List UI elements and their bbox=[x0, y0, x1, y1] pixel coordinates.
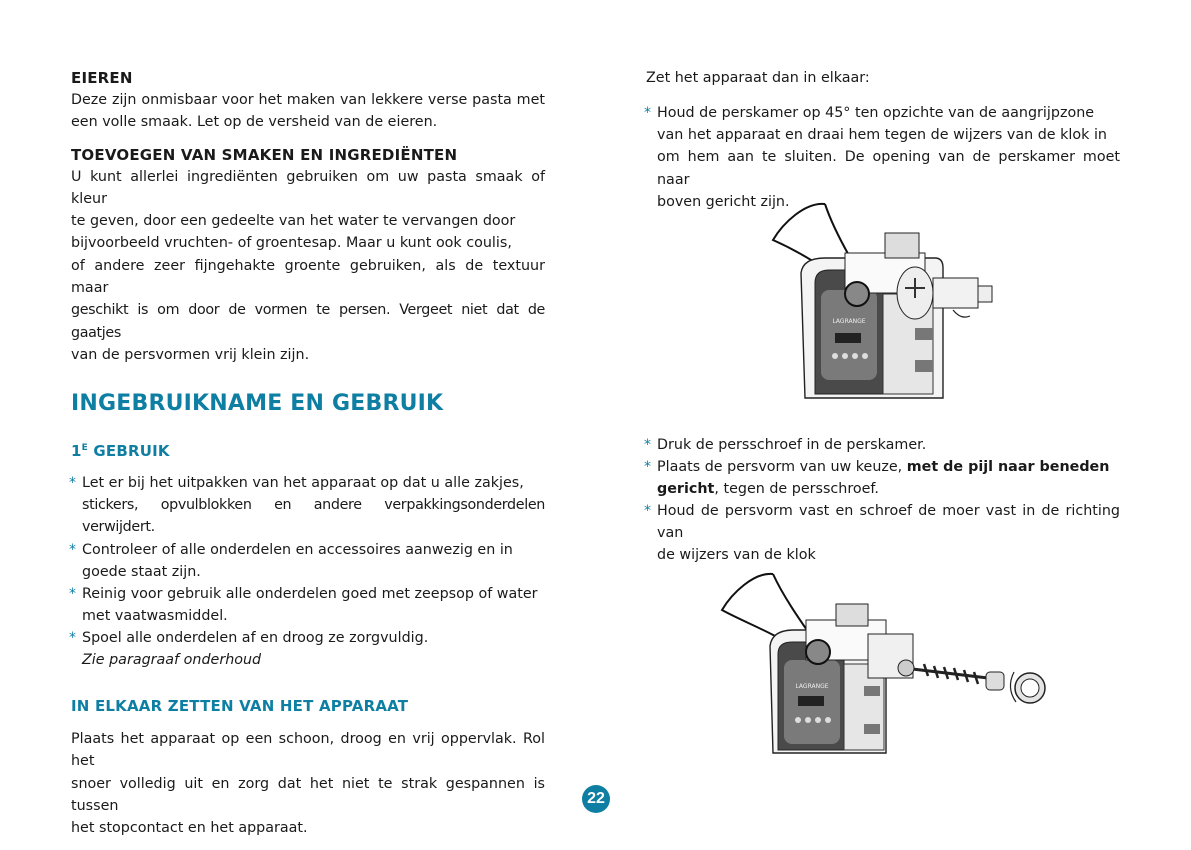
button-icon bbox=[825, 717, 831, 723]
bullet-line: Spoel alle onderdelen af en droog ze zorgvuldig. bbox=[82, 629, 429, 646]
button-icon bbox=[795, 717, 801, 723]
bullet-line: Houd de perskamer op 45° ten opzichte van de aangrijpzone bbox=[657, 105, 1095, 122]
tube-tip bbox=[978, 286, 992, 302]
button-icon bbox=[862, 353, 868, 359]
flavors-heading: TOEVOEGEN VAN SMAKEN EN INGREDIËNTEN bbox=[71, 145, 458, 164]
asterisk-icon: * bbox=[69, 475, 76, 492]
vent bbox=[915, 360, 933, 372]
bullet-line: Druk de persschroef in de perskamer. bbox=[657, 437, 927, 453]
button-icon bbox=[815, 717, 821, 723]
machine-illustration-1 bbox=[765, 198, 1015, 413]
rotate-arrow-icon bbox=[953, 310, 970, 317]
assembly-line: Plaats het apparaat op een schoon, droog en vrij oppervlak. Rol het bbox=[71, 731, 545, 770]
machine-illustration-2 bbox=[718, 568, 1063, 760]
first-use-num: 1 bbox=[71, 442, 82, 461]
bullet-line: om hem aan te sluiten. De opening van de perskamer moet naar bbox=[657, 149, 1120, 188]
bullet-bold: met de pijl naar beneden bbox=[906, 459, 1110, 476]
bullet-text: Plaats de persvorm van uw keuze, bbox=[657, 459, 907, 476]
asterisk-icon: * bbox=[69, 541, 76, 558]
assembly-steps-2 bbox=[646, 434, 1120, 567]
list-item bbox=[71, 539, 545, 583]
vent bbox=[864, 724, 880, 734]
page-number: 22 bbox=[582, 785, 610, 813]
asterisk-icon: * bbox=[69, 585, 76, 602]
display bbox=[798, 696, 824, 706]
brand-label: LAGRANGE bbox=[795, 683, 829, 690]
bullet-line: Let er bij het uitpakken van het apparaat op dat u alle zakjes, bbox=[82, 475, 524, 492]
asterisk-icon: * bbox=[644, 503, 651, 520]
nut-hole bbox=[1021, 679, 1039, 697]
asterisk-icon: * bbox=[644, 105, 651, 122]
right-column bbox=[646, 64, 1120, 213]
eggs-heading: EIEREN bbox=[71, 69, 133, 87]
list-item bbox=[646, 500, 1120, 566]
bullet-line: van het apparaat en draai hem tegen de wijzers van de klok in bbox=[657, 127, 1107, 144]
assembly-steps-1 bbox=[646, 102, 1120, 212]
vent bbox=[864, 686, 880, 696]
flavors-line: te geven, door een gedeelte van het water te vervangen door bbox=[71, 213, 516, 230]
assembly-heading: IN ELKAAR ZETTEN VAN HET APPARAAT bbox=[71, 697, 409, 716]
vent bbox=[915, 328, 933, 340]
flavors-line: U kunt allerlei ingrediënten gebruiken om uw pasta smaak of kleur bbox=[71, 168, 545, 207]
flavors-text bbox=[71, 166, 545, 367]
list-item bbox=[646, 102, 1120, 212]
assembly-text bbox=[71, 728, 545, 839]
flavors-line: geschikt is om door de vormen te persen. Vergeet niet dat de gaatjes bbox=[71, 302, 545, 341]
assembly-line: het stopcontact en het apparaat. bbox=[71, 820, 308, 837]
right-column-lower bbox=[646, 434, 1120, 567]
bullet-line: Houd de persvorm vast en schroef de moer vast in de richting van bbox=[657, 503, 1120, 542]
list-item bbox=[71, 627, 545, 671]
hopper bbox=[885, 233, 919, 258]
bullet-line: Reinig voor gebruik alle onderdelen goed met zeepsop of water bbox=[82, 585, 538, 602]
button-icon bbox=[805, 717, 811, 723]
button-icon bbox=[852, 353, 858, 359]
press-form bbox=[986, 672, 1004, 690]
hopper bbox=[836, 604, 868, 626]
flavors-line: bijvoorbeeld vruchten- of groentesap. Maar u kunt ook coulis, bbox=[71, 235, 512, 252]
brand-label: LAGRANGE bbox=[832, 318, 866, 325]
left-column bbox=[71, 64, 545, 840]
bullet-line: goede staat zijn. bbox=[82, 563, 201, 580]
knob bbox=[806, 640, 830, 664]
first-use-list bbox=[71, 472, 545, 671]
bullet-bold: gericht bbox=[657, 481, 715, 498]
first-use-rest: GEBRUIK bbox=[88, 442, 170, 461]
bullet-line: met vaatwasmiddel. bbox=[82, 607, 228, 624]
first-use-sup: E bbox=[81, 443, 88, 454]
knob bbox=[845, 282, 869, 306]
flavors-line: van de persvormen vrij klein zijn. bbox=[71, 346, 310, 363]
list-item bbox=[646, 434, 1120, 456]
list-item bbox=[71, 472, 545, 538]
assembly-line: snoer volledig uit en zorg dat het niet te strak gespannen is tussen bbox=[71, 775, 545, 814]
bullet-line: Controleer of alle onderdelen en accessoires aanwezig en in bbox=[82, 541, 513, 558]
first-use-heading bbox=[71, 442, 545, 460]
bullet-line: Zie paragraaf onderhoud bbox=[82, 652, 262, 669]
asterisk-icon: * bbox=[69, 629, 76, 646]
section-title: INGEBRUIKNAME EN GEBRUIK bbox=[71, 391, 444, 417]
bullet-line: boven gericht zijn. bbox=[657, 193, 790, 210]
list-item bbox=[646, 456, 1120, 500]
button-icon bbox=[842, 353, 848, 359]
bullet-line: de wijzers van de klok bbox=[657, 547, 816, 564]
assembly-intro: Zet het apparaat dan in elkaar: bbox=[646, 70, 870, 86]
flavors-line: of andere zeer fijngehakte groente gebruiken, als de textuur maar bbox=[71, 257, 545, 297]
display bbox=[835, 333, 861, 343]
tube bbox=[933, 278, 978, 308]
asterisk-icon: * bbox=[644, 459, 651, 476]
list-item bbox=[71, 583, 545, 627]
asterisk-icon: * bbox=[644, 437, 651, 453]
screw-head bbox=[898, 660, 914, 676]
bullet-text: , tegen de persschroef. bbox=[714, 481, 879, 498]
bullet-line: stickers, opvulblokken en andere verpakkingsonderdelen verwijdert. bbox=[82, 497, 545, 536]
button-icon bbox=[832, 353, 838, 359]
eggs-text: Deze zijn onmisbaar voor het maken van lekkere verse pasta met een volle smaak. Let op de versheid van de eieren. bbox=[71, 92, 545, 131]
